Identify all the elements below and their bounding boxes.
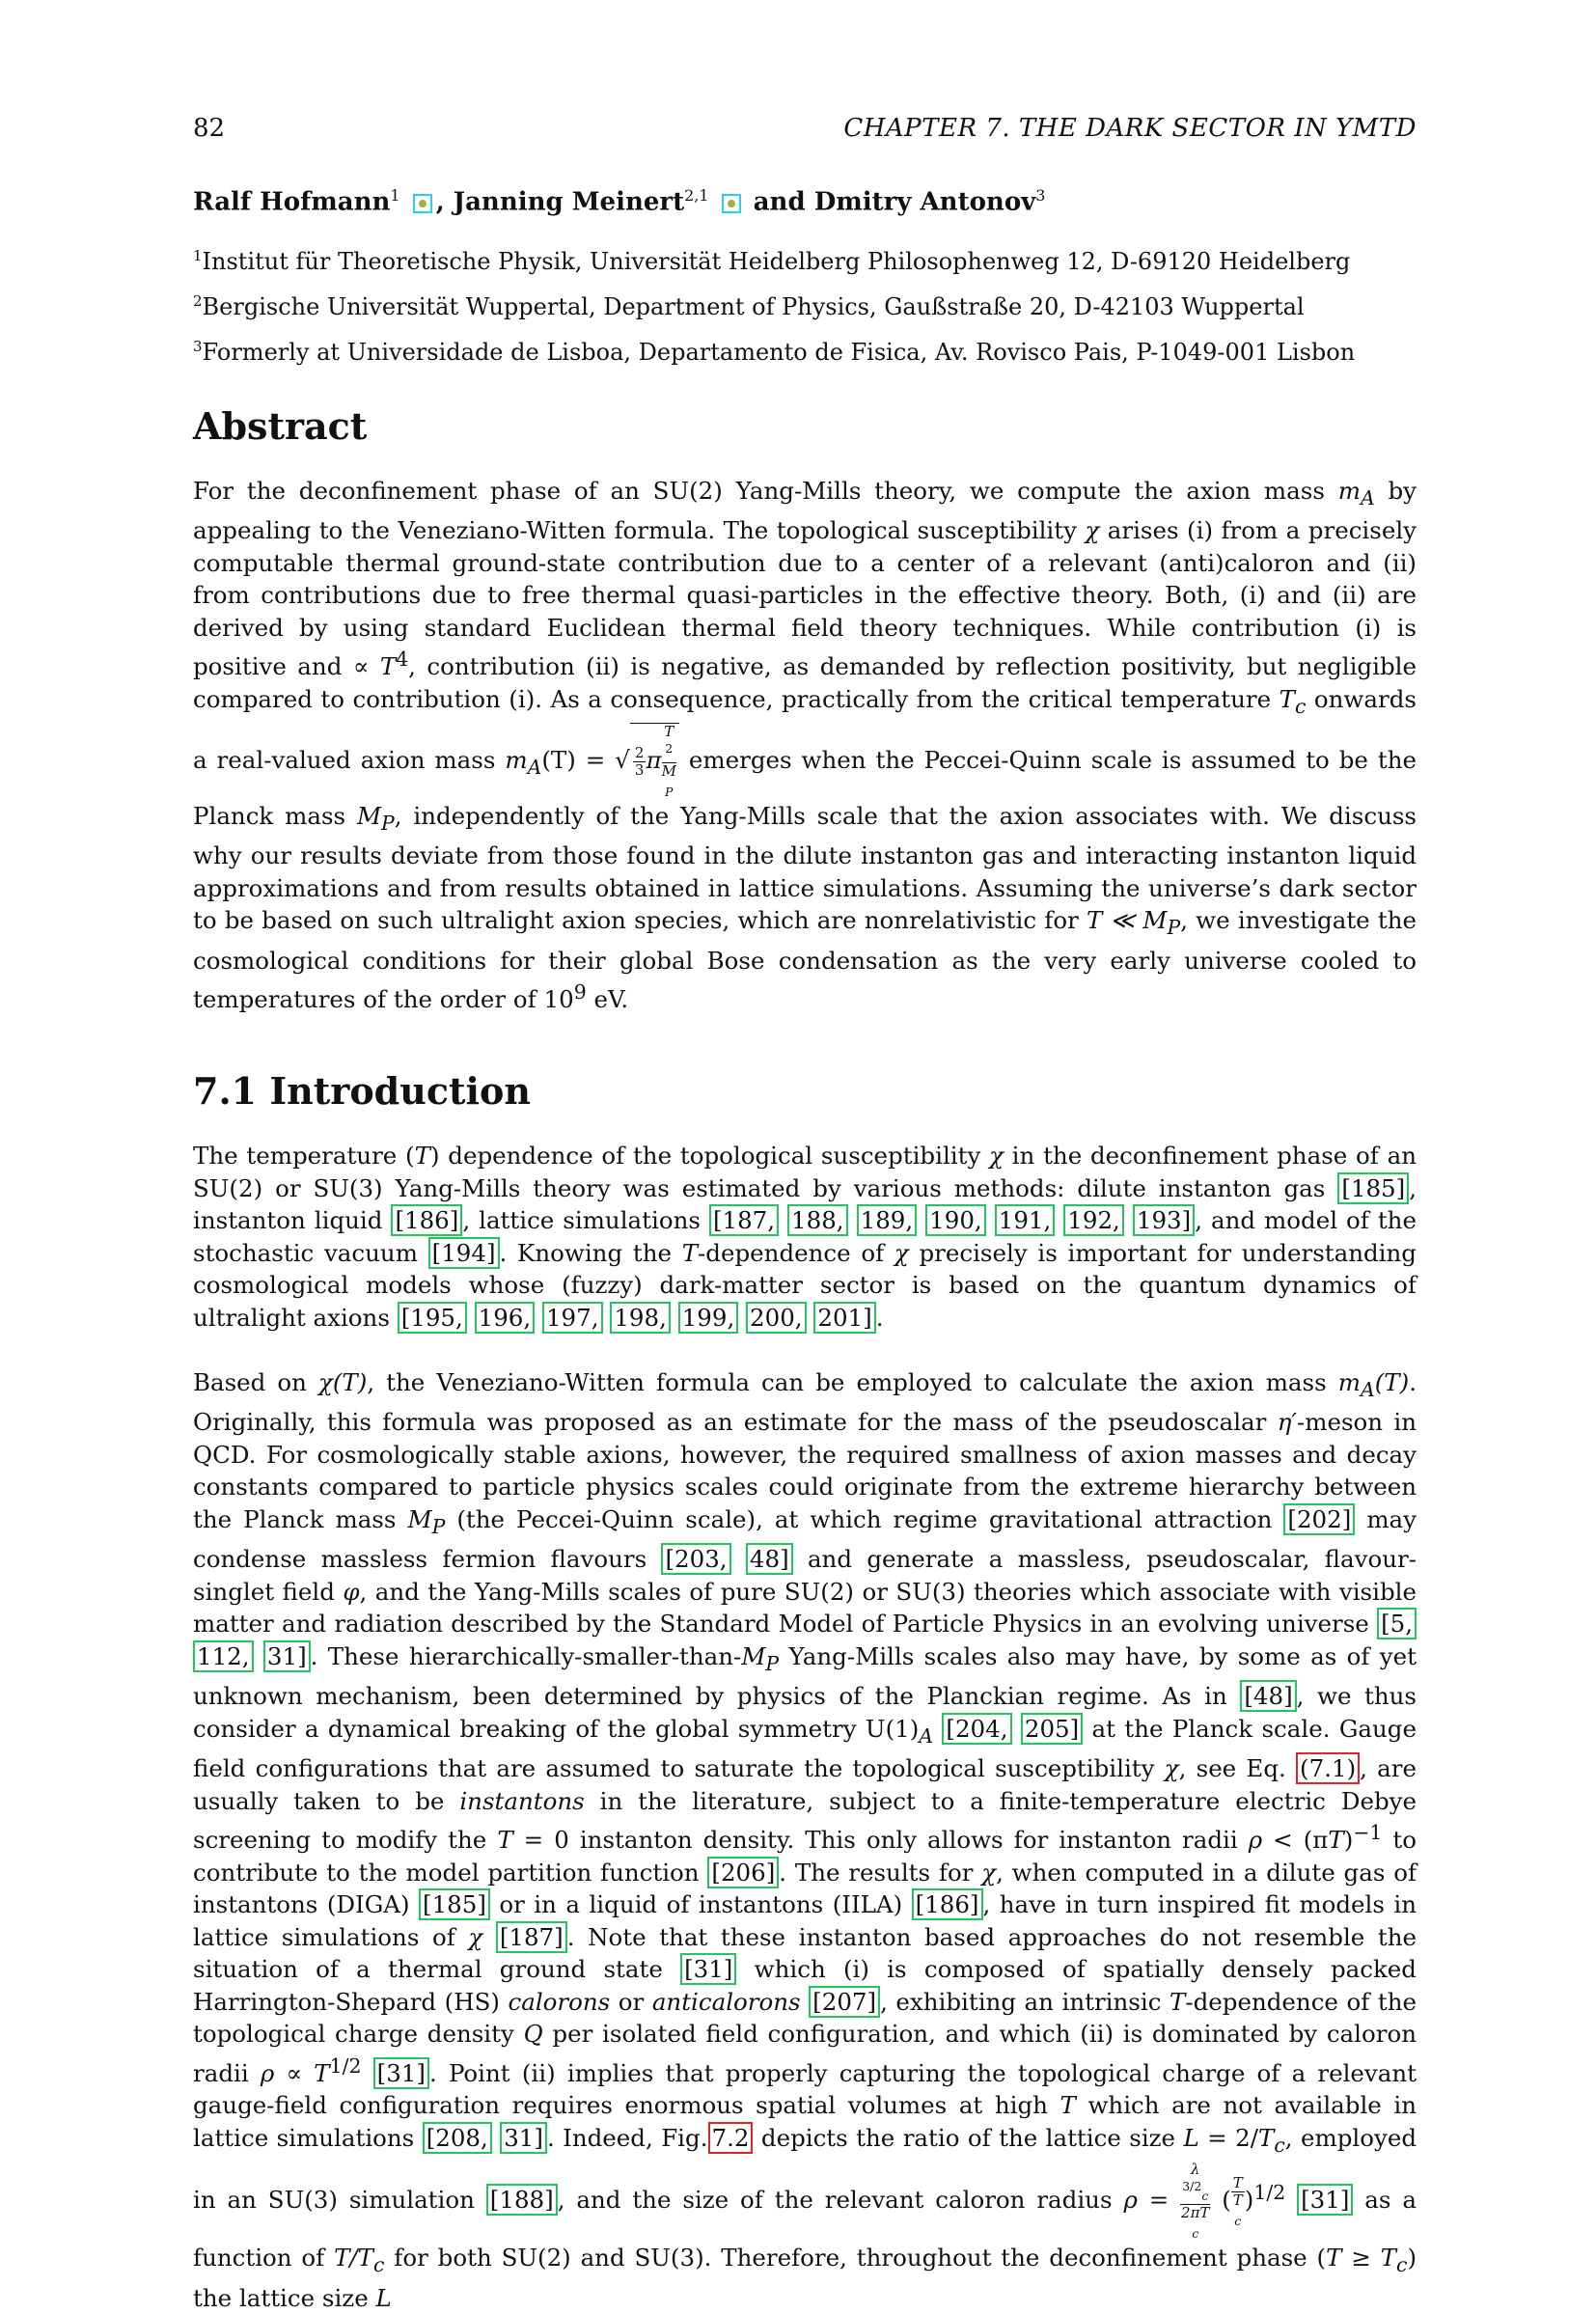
citation-link[interactable]: [31]: [680, 1953, 736, 1985]
citation-link[interactable]: 31]: [500, 2122, 547, 2154]
author-and: and: [753, 187, 806, 217]
citation-link[interactable]: 198,: [610, 1302, 671, 1334]
author-sup: 2,1: [684, 186, 709, 205]
abstract-heading: Abstract: [193, 403, 368, 448]
author-name: Dmitry Antonov: [813, 187, 1036, 217]
citation-link[interactable]: [186]: [912, 1888, 983, 1920]
author-line: Ralf Hofmann$^1$ , Janning Meinert$^{2,1}$ and Dmitry Antonov$^3$: [193, 186, 1046, 217]
intro-paragraph-2: Based on χ(T), the Veneziano-Witten formula can be employed to calculate the axion mass $m_A(T)$. Originally, this formula was proposed as an estimate for the mass of the pseudoscalar η′-meson in QCD. For cosmologically stable axions, however, the required smallness of axion masses and decay constants compared to particle physics scales could originate from the extreme hierarchy between the Planck mass $M_P$ (the Peccei-Quinn scale), at which regime gravitational attraction [202] may condense massless fermion flavours [203, 48] and generate a massless, pseudoscalar, flavour-singlet field φ, and the Yang-Mills scales of pure SU(2) or SU(3) theories which associate with visible matter and radiation described by the Standard Model of Particle Physics in an evolving universe [5, 112, 31] . These hierarchically-$smaller-than-M_P$ Yang-Mills scales also may have, by some as of yet unknown mechanism, been determined by physics of the Planckian regime. As in [48] , we thus consider a dynamical breaking of the global symmetry $U(1)_A$ [204, 205] at the Planck scale. Gauge field configurations that are assumed to saturate the topological susceptibility χ, see Eq. (7.1) , are usually taken to be instantons in the literature, subject to a finite-temperature electric Debye screening to modify the T = 0 instanton density. This only allows for instanton radii $\rho < (\pi T)^{-1}$ to contribute to the model partition function [206] . The results for χ, when computed in a dilute gas of instantons (DIGA) [185] or in a liquid of instantons (IILA) [186] , have in turn inspired fit models in lattice simulations of χ [187] . Note that these instanton based approaches do not resemble the situation of a thermal ground state [31] which (i) is composed of spatially densely packed Harrington-Shepard (HS) calorons or anticalorons [207] , exhibiting an intrinsic T-dependence of the topological charge density Q per isolated field configuration, and which (ii) is dominated by caloron radii $\rho \propto T^{1/2}$ [31] . Point (ii) implies that properly capturing the topological charge of a relevant gauge-field configuration requires enormous spatial volumes at high T which are not available in lattice simulations [208, 31] . Indeed, Fig. 7.2 depicts the ratio of the lattice size $L = 2/T_c$, employed in an SU(3) simulation [188] , and the size of the relevant caloron radius ρ = λ $^{3/2}_c$ 2πT $_c$ ( T T $_c$ )$^{1/2}$ [31] as a function of $T/T_c$ for both SU(2) and SU(3). Therefore, throughout the deconfinement phase $(T \ge T_c)$ the lattice size L: [193, 1368, 1417, 2312]
citation-link[interactable]: 112,: [193, 1640, 254, 1672]
paper-page: [193, 114, 1417, 2314]
citation-link[interactable]: [5,: [1377, 1608, 1417, 1639]
citation-link[interactable]: [187,: [709, 1204, 779, 1236]
citation-link[interactable]: 48]: [746, 1543, 793, 1575]
affiliation-text: Bergische Universität Wuppertal, Department of Physics, Gaußstraße 20, D-42103 Wuppertal: [202, 292, 1305, 320]
citation-link[interactable]: [203,: [661, 1543, 730, 1575]
citation-link[interactable]: [207]: [809, 1986, 880, 2018]
citation-link[interactable]: [194]: [428, 1237, 500, 1269]
author-name: Ralf Hofmann: [193, 187, 391, 217]
abstract-body: For the deconfinement phase of an SU(2) Yang-Mills theory, we compute the axion mass $m_A$ by appealing to the Veneziano-Witten formula. The topological susceptibility χ arises (i) from a precisely computable thermal ground-state contribution due to a center of a relevant (anti)caloron and (ii) from contributions due to free thermal quasi-particles in the effective theory. Both, (i) and (ii) are derived by using standard Euclidean thermal field theory techniques. While contribution (i) is positive and ∝ $T^4$, contribution (ii) is negative, as demanded by reflection positivity, but negligible compared to contribution (i). As a consequence, practically from the critical temperature $T_c$ onwards a real-valued axion mass $m_A(T)$ = √ $\frac{2}{3}$ π T $^2$ M $_P$ emerges when the Peccei-Quinn scale is assumed to be the Planck mass $M_P$, independently of the Yang-Mills scale that the axion associates with. We discuss why our results deviate from those found in the dilute instanton gas and interacting instanton liquid approximations and from results obtained in lattice simulations. Assuming the universe’s dark sector to be based on such ultralight axion species, which are nonrelativistic for T ≪ $M_P$, we investigate the cosmological conditions for their global Bose condensation as the very early universe cooled to temperatures of the order of $10^9$ eV.: [193, 476, 1417, 1014]
citation-link[interactable]: 201]: [813, 1302, 875, 1334]
affiliation-sup: 1: [193, 246, 203, 264]
affiliation-text: Formerly at Universidade de Lisboa, Departamento de Fisica, Av. Rovisco Pais, P-1049-001 Lisbon: [202, 338, 1356, 366]
citation-link[interactable]: [202]: [1283, 1503, 1355, 1535]
running-head: [193, 114, 1417, 152]
formula-fraction: λ $^{3/2}_c$ 2πT $_c$: [1181, 2161, 1210, 2242]
citation-link[interactable]: [186]: [391, 1204, 462, 1236]
citation-link[interactable]: 189,: [857, 1204, 918, 1236]
orcid-icon[interactable]: [722, 194, 741, 213]
citation-link[interactable]: [208,: [423, 2122, 492, 2154]
section-heading-introduction: 7.1 Introduction: [193, 1069, 531, 1114]
figure-link[interactable]: 7.2: [708, 2122, 754, 2154]
citation-link[interactable]: [206]: [707, 1857, 779, 1888]
citation-link[interactable]: [188]: [486, 2184, 558, 2216]
orcid-icon[interactable]: [413, 194, 432, 213]
citation-link[interactable]: 190,: [925, 1204, 986, 1236]
affiliation: [193, 236, 1417, 282]
affiliation-sup: 2: [193, 291, 203, 310]
citation-link[interactable]: 196,: [475, 1302, 536, 1334]
citation-link[interactable]: [185]: [419, 1888, 490, 1920]
citation-link[interactable]: [204,: [942, 1713, 1011, 1745]
equation-link[interactable]: (7.1): [1296, 1752, 1360, 1784]
citation-link[interactable]: 193]: [1133, 1204, 1195, 1236]
affiliation: [193, 282, 1417, 327]
citation-link[interactable]: 199,: [678, 1302, 739, 1334]
affiliations: [193, 236, 1417, 372]
page-number: 82: [193, 114, 226, 143]
citation-link[interactable]: 200,: [746, 1302, 807, 1334]
citation-link[interactable]: 191,: [995, 1204, 1056, 1236]
author-sup: 1: [390, 186, 400, 205]
citation-link[interactable]: [31]: [373, 2057, 429, 2089]
citation-link[interactable]: 197,: [542, 1302, 603, 1334]
citation-link[interactable]: [31]: [1297, 2184, 1353, 2216]
chapter-title: CHAPTER 7. THE DARK SECTOR IN YMTD: [843, 114, 1417, 143]
affiliation-sup: 3: [193, 337, 203, 355]
author-sup: 3: [1035, 186, 1046, 205]
citation-link[interactable]: [48]: [1240, 1680, 1296, 1712]
intro-paragraph-1: The temperature (T) dependence of the topological susceptibility χ in the deconfinement phase of an SU(2) or SU(3) Yang-Mills theory was estimated by various methods: dilute instanton gas [185] , instanton liquid [186] , lattice simulations [187, 188, 189, 190, 191, 192, 193] , and model of the stochastic vacuum [194] . Knowing the T-dependence of χ precisely is important for understanding cosmological models whose (fuzzy) dark-matter sector is based on the quantum dynamics of ultralight axions [195, 196, 197, 198, 199, 200, 201] .: [193, 1142, 1417, 1332]
citation-link[interactable]: [195,: [398, 1302, 467, 1334]
affiliation-text: Institut für Theoretische Physik, Universität Heidelberg Philosophenweg 12, D-69120 Heidelberg: [202, 247, 1351, 275]
formula-fraction: T T $_c$: [1232, 2173, 1243, 2228]
citation-link[interactable]: 31]: [263, 1640, 311, 1672]
citation-link[interactable]: [187]: [496, 1921, 567, 1953]
citation-link[interactable]: 205]: [1021, 1713, 1083, 1745]
citation-link[interactable]: 188,: [787, 1204, 848, 1236]
citation-link[interactable]: [185]: [1337, 1172, 1409, 1204]
author-name: Janning Meinert: [453, 187, 685, 217]
affiliation: [193, 327, 1417, 372]
citation-link[interactable]: 192,: [1063, 1204, 1124, 1236]
